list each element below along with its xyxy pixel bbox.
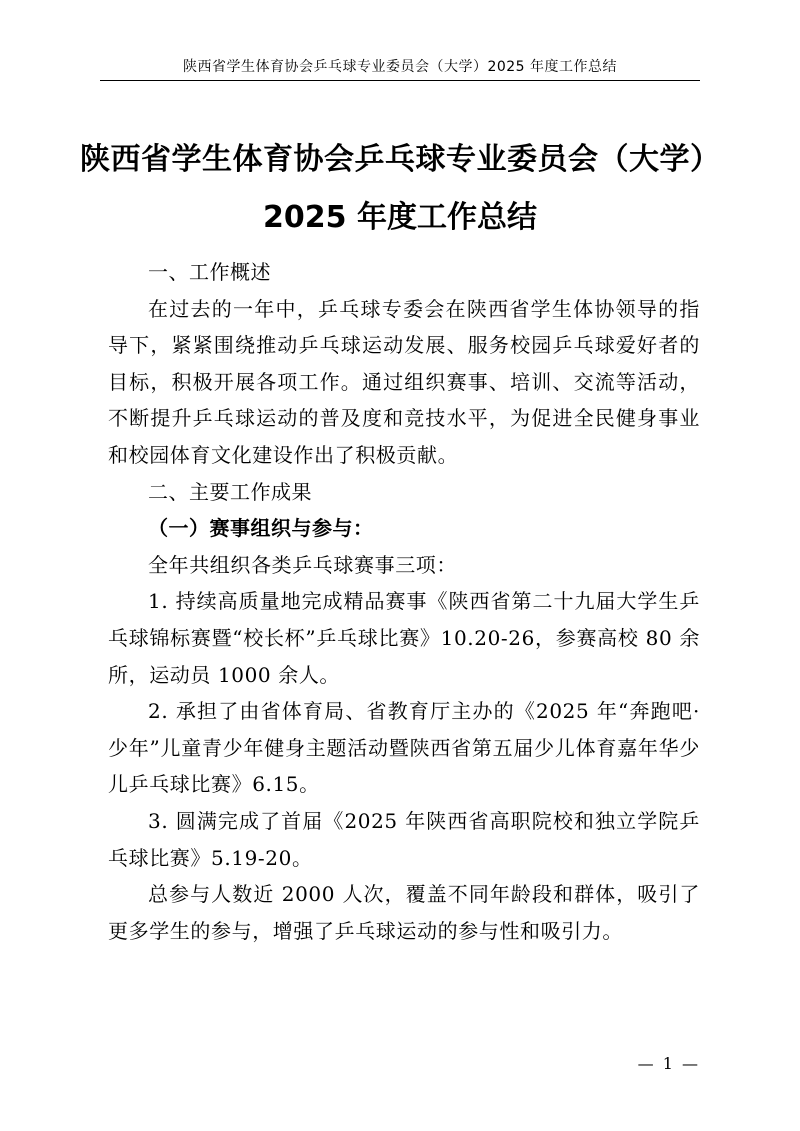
- header-rule: [100, 80, 700, 81]
- section-heading-achievements: 二、主要工作成果: [148, 479, 312, 504]
- section-heading-overview: 一、工作概述: [148, 260, 271, 284]
- document-title-line-1: 陕西省学生体育协会乒乓球专业委员会（大学）: [80, 142, 721, 177]
- event-item-3: 3. 圆满完成了首届《2025 年陕西省高职院校和独立学院乒乓球比赛》5.19-20。: [108, 808, 700, 870]
- document-body: [108, 254, 700, 949]
- event-item-1: 1. 持续高质量地完成精品赛事《陕西省第二十九届大学生乒乓球锦标赛暨“校长杯”乒乓球比赛》10.20-26，参赛高校 80 余所，运动员 1000 余人。: [108, 589, 700, 687]
- document-title-line-2: 2025 年度工作总结: [263, 200, 537, 235]
- events-summary: 总参与人数近 2000 人次，覆盖不同年龄段和群体，吸引了更多学生的参与，增强了乒乓球运动的参与性和吸引力。: [108, 882, 700, 943]
- subsection-heading-events: （一）赛事组织与参与：: [148, 516, 374, 541]
- page-number: — 1 —: [637, 1054, 700, 1073]
- events-intro: 全年共组织各类乒乓球赛事三项：: [148, 552, 457, 577]
- running-header: 陕西省学生体育协会乒乓球专业委员会（大学）2025 年度工作总结: [182, 59, 618, 75]
- overview-paragraph: 在过去的一年中，乒乓球专委会在陕西省学生体协领导的指导下，紧紧围绕推动乒乓球运动发展、服务校园乒乓球爱好者的目标，积极开展各项工作。通过组织赛事、培训、交流等活动，不断提升乒乓球运动的普及度和竞技水平，为促进全民健身事业和校园体育文化建设作出了积极贡献。: [108, 296, 700, 467]
- event-item-2: 2. 承担了由省体育局、省教育厅主办的《2025 年“奔跑吧·少年”儿童青少年健身主题活动暨陕西省第五届少儿体育嘉年华少儿乒乓球比赛》6.15。: [108, 699, 700, 797]
